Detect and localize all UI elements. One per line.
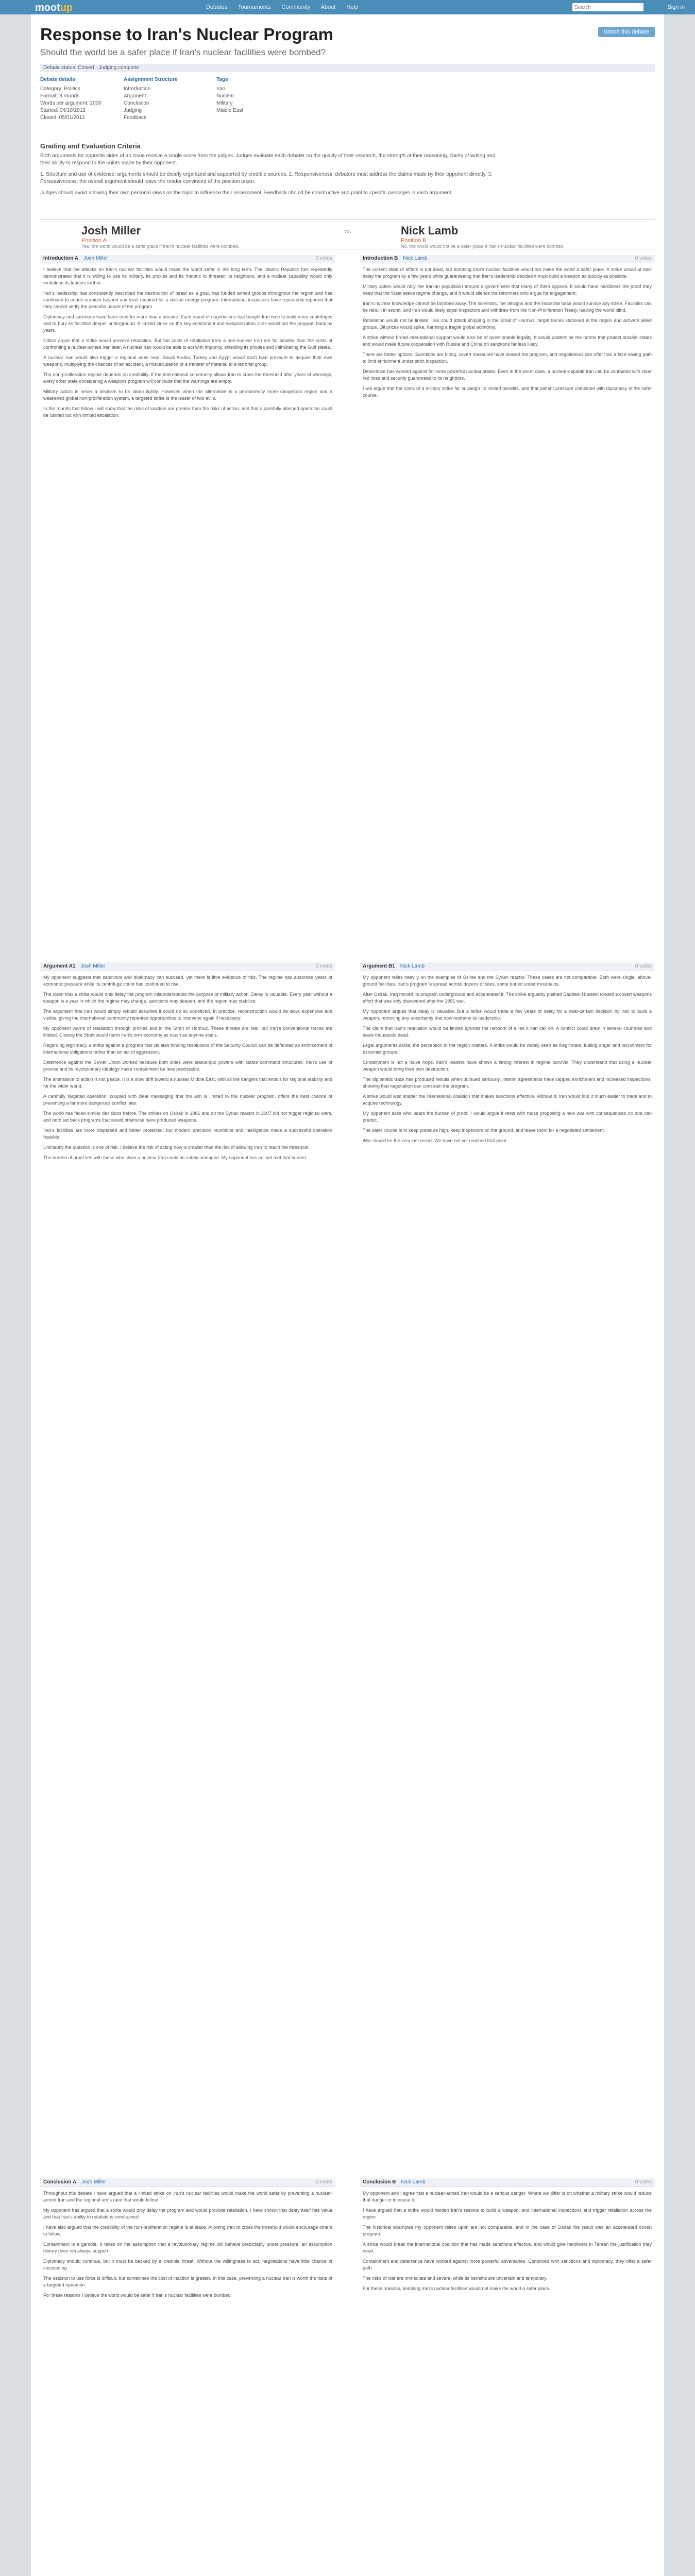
round-label: Introduction A [43,256,78,261]
argument-paragraph: Throughout this debate I have argued that a limited strike on Iran's nuclear facilities would make the world safer by preventing a nuclear-armed Iran and the regional arms race that would follow. [43,2191,332,2202]
argument-paragraph: Deterrence against the Soviet Union worked because both sides were status-quo powers with stable command structures. Iran's use of proxies and its revolutionary ideology make containment far less predictable. [43,1060,332,1072]
tags-heading: Tags [216,77,228,82]
round-body [360,263,655,405]
page-subtitle: Should the world be a safer place if Iran's nuclear facilities were bombed? [40,47,326,57]
round-column-a [40,962,335,2153]
argument-paragraph: Military action is never a decision to be taken lightly. However, when the alternative is a permanently more dangerous region and a weakened global non-proliferation system, a targeted strike is the lesser of two evils. [43,389,332,401]
round-author[interactable]: Josh Miller [80,963,106,969]
argument-paragraph: The safer course is to keep pressure high, keep inspectors on the ground, and leave room for a negotiated settlement. [363,1128,605,1133]
argument-paragraph: The claim that Iran's retaliation would be limited ignores the network of allies it can call on. A conflict could draw in several countries and leave thousands dead. [363,1026,652,1038]
argument-paragraph: I have also argued that the credibility of the non-proliferation regime is at stake. Allowing Iran to cross the threshold would encourage others to follow. [43,2225,332,2236]
page-title: Response to Iran's Nuclear Program [40,25,334,44]
vote-count: 0 votes [635,256,652,261]
argument-paragraph: The non-proliferation regime depends on credibility. If the international community allows Iran to cross the threshold after years of warnings, every other state considering a weapons program will conclude that the warnings are empty. [43,372,332,384]
watch-debate-button[interactable]: Watch this debate [598,27,655,37]
round-header [40,962,335,971]
debate-page [31,14,664,2576]
round-header [40,255,335,263]
debater-b-pitch: No, the world would not be a safer place if Iran's nuclear facilities were bombed. [401,244,565,249]
assignment-item[interactable]: Introduction [124,86,151,92]
vote-count: 0 votes [315,963,332,969]
round-label: Introduction B [363,256,398,261]
debater-a-position: Position A [81,238,107,244]
assignment-heading: Assignment Structure [124,77,178,82]
tag[interactable]: Military [216,100,233,106]
judging-criteria [40,152,504,201]
argument-paragraph: A strike without broad international support would also be of questionable legality. It would undermine the norms that protect smaller states and would make future cooperation with Russia and China on sanctions far less likely. [363,335,652,347]
versus-label: vs. [344,228,352,234]
round-label: Argument A1 [43,963,76,969]
round-author[interactable]: Nick Lamb [401,2179,426,2185]
argument-paragraph: My opponent relies heavily on the examples of Osirak and the Syrian reactor. These cases are not comparable. Both were single, above-ground facilities. Iran's program is spread across dozens of sites, some buried under mountains. [363,975,652,987]
argument-paragraph: The current state of affairs is not ideal, but bombing Iran's nuclear facilities would not make the world a safer place. A strike would at best delay the program by a few years while guaranteeing that Iran's leadership decides it must build a weapon as quickly as possible. [363,267,652,279]
argument-paragraph: My opponent and I agree that a nuclear-armed Iran would be a serious danger. Where we differ is on whether a military strike would reduce that danger or increase it. [363,2191,652,2202]
round-column-b [360,255,655,940]
argument-paragraph: The diplomatic track has produced results when pursued seriously. Interim agreements have capped enrichment and increased inspections, showing that negotiation can constrain the program. [363,1077,652,1089]
argument-paragraph: Containment is not a naive hope. Iran's leaders have shown a strong interest in regime survival. They understand that using a nuclear weapon would bring their own destruction. [363,1060,652,1072]
tag[interactable]: Nuclear [216,93,234,99]
tag-list [216,76,243,114]
argument-paragraph: My opponent asks who bears the burden of proof. I would argue it rests with those proposing a new war with consequences no one can predict. [363,1111,652,1123]
details-item: Closed: 05/01/2012 [40,115,85,121]
debater-header [40,219,655,249]
round-label: Conclusion B [363,2179,396,2185]
argument-paragraph: My opponent has argued that a strike would only delay the program and would provoke retaliation. I have shown that delay itself has value and that Iran's ability to retaliate is constrained. [43,2208,332,2219]
argument-paragraph: The decision to use force is difficult, but sometimes the cost of inaction is greater. In this case, preventing a nuclear Iran is worth the risks of a targeted operation. [43,2276,332,2287]
debater-b-position: Position B [401,238,427,244]
round-body [40,263,335,426]
argument-paragraph: For these reasons I believe the world would be safer if Iran's nuclear facilities were bombed. [43,2293,232,2298]
criteria-paragraph: 1. Structure and use of evidence: arguments should be clearly organized and supported by credible sources. 2. Responsiveness: debaters must address the claims made by their opponent directly. 3. Persuasiveness: the overall argument should leave the reader convinced of the position taken. [40,172,493,184]
search-input[interactable] [572,3,643,11]
details-item: Format: 3 rounds [40,93,80,99]
argument-paragraph: I will argue that the costs of a military strike far outweigh its limited benefits, and that patient pressure combined with diplomacy is the safer course. [363,386,652,398]
argument-paragraph: The burden of proof lies with those who claim a nuclear Iran could be safely managed. My opponent has not yet met that burden. [43,1155,308,1160]
assignment-structure [124,76,177,122]
details-item: Words per argument: 2000 [40,100,101,106]
round-author[interactable]: Nick Lamb [400,963,425,969]
round-column-b [360,2178,655,2576]
status-bar: Debate status: Closed · Judging complete [40,64,655,72]
vote-count: 0 votes [635,2179,652,2185]
argument-paragraph: My opponent suggests that sanctions and diplomacy can succeed, yet there is little evidence of this. The regime has absorbed years of economic pressure while its centrifuge count has continued to rise. [43,975,332,987]
round-header [360,962,655,971]
assignment-item[interactable]: Judging [124,108,142,113]
argument-paragraph: I have argued that a strike would harden Iran's resolve to build a weapon, end international inspections and trigger retaliation across the region. [363,2208,652,2219]
details-heading: Debate details [40,77,75,82]
round-header [40,2178,335,2187]
debater-b [401,224,565,249]
round-author[interactable]: Nick Lamb [403,256,428,261]
round-author[interactable]: Josh Miller [83,256,108,261]
debater-a-pitch: Yes, the world would be a safer place if Iran's nuclear facilities were bombed. [81,244,240,249]
assignment-item[interactable]: Argument [124,93,146,99]
argument-paragraph: Containment is a gamble. It relies on the assumption that a revolutionary regime will behave predictably under pressure, an assumption history does not always support. [43,2242,332,2253]
site-logo[interactable]: mootup [35,2,73,13]
argument-paragraph: There are better options. Sanctions are biting, covert measures have slowed the program, and negotiations can offer Iran a face-saving path to limit enrichment under strict inspection. [363,352,652,364]
top-navigation-bar [0,0,695,14]
tag[interactable]: Iran [216,86,226,92]
argument-paragraph: Critics argue that a strike would provoke retaliation. But the costs of retaliation from a non-nuclear Iran are far smaller than the costs of confronting a nuclear-armed Iran later. A nuclear Iran would be able to act with impunity, shielding its proxies and intimidating the Gulf states. [43,338,332,350]
argument-paragraph: Iran's facilities are more dispersed and better protected, but modern precision munitions and intelligence make a successful operation feasible. [43,1128,332,1140]
nav-item-debates[interactable]: Debates [206,4,227,10]
debater-a [81,224,239,249]
judging-criteria-heading: Grading and Evaluation Criteria [40,142,141,150]
assignment-item[interactable]: Conclusion [124,100,149,106]
round-header [360,2178,655,2187]
argument-paragraph: In the rounds that follow I will show that the risks of inaction are greater than the risks of action, and that a carefully planned operation could be carried out with limited escalation. [43,406,332,418]
argument-paragraph: A carefully targeted operation, coupled with clear messaging that the aim is limited to the nuclear program, offers the best chance of preventing a far more dangerous conflict later. [43,1094,332,1106]
argument-paragraph: The historical examples my opponent relies upon are not comparable, and in the case of Osirak the result was an accelerated covert program. [363,2225,652,2236]
argument-paragraph: A strike would break the international coalition that has made sanctions effective, and would give hardliners in Tehran the justification they need. [363,2242,652,2253]
argument-paragraph: Retaliation would not be limited. Iran could attack shipping in the Strait of Hormuz, target forces stationed in the region and activate allied groups. Oil prices would spike, harming a fragile global economy. [363,318,652,330]
argument-paragraph: The alternative to action is not peace. It is a slow drift toward a nuclear Middle East, with all the dangers that entails for regional stability and for the wider world. [43,1077,332,1089]
debater-a-name[interactable]: Josh Miller [81,224,141,237]
round-label: Conclusion A [43,2179,77,2185]
details-item: Started: 04/10/2012 [40,108,86,113]
vote-count: 0 votes [635,963,652,969]
argument-paragraph: Deterrence has worked against far more powerful nuclear states. Even in the worst case, a nuclear-capable Iran can be contained with clear red lines and security guarantees to its neighbors. [363,369,652,381]
argument-paragraph: For these reasons, bombing Iran's nuclear facilities would not make the world a safer place. [363,2286,550,2291]
round-column-a [40,2178,335,2576]
argument-paragraph: A nuclear Iran would also trigger a regional arms race. Saudi Arabia, Turkey and Egypt would each face pressure to acquire their own weapons, multiplying the chances of an accident, a miscalculation or a transfer of material to a terrorist group. [43,355,332,367]
argument-paragraph: A strike would also shatter the international coalition that makes sanctions effective. Without it, Iran would find it much easier to trade and to acquire technology. [363,1094,652,1106]
argument-paragraph: Legal arguments aside, the perception in the region matters. A strike would be widely seen as illegitimate, fueling anger and recruitment for extremist groups. [363,1043,652,1055]
argument-paragraph: The world has faced similar decisions before. The strikes on Osirak in 1981 and on the Syrian reactor in 2007 did not trigger regional wars, and both set back programs that would otherwise have produced weapons. [43,1111,332,1123]
debate-details [40,76,101,122]
round-column-a [40,255,335,940]
main-nav [206,4,367,10]
nav-item-tournaments[interactable]: Tournaments [238,4,271,10]
assignment-item[interactable]: Feedback [124,115,146,121]
round-body [40,2187,335,2306]
round-column-b [360,962,655,2153]
round-body [40,971,335,1168]
argument-paragraph: After Osirak, Iraq moved its program underground and accelerated it. The strike arguably pushed Saddam Hussein toward a covert weapons effort that was only discovered after the 1991 war. [363,992,652,1004]
nav-item-help[interactable]: Help [346,4,359,10]
details-item: Category: Politics [40,86,80,92]
argument-paragraph: I believe that the attacks on Iran's nuclear facilities would make the world safer in the long term. The Islamic Republic has repeatedly demonstrated that it is willing to use its military, its proxies and its rhetoric to threaten its neighbors, and a nuclear capability would only embolden its leaders further. [43,267,332,285]
argument-paragraph: Military action would rally the Iranian population around a government that many of them oppose. It would hand hardliners the proof they need that the West seeks regime change, and it would silence the reformers who argue for engagement. [363,284,652,296]
argument-paragraph: The argument that Iran would simply rebuild assumes it could do so unnoticed. In practice, reconstruction would be slow, expensive and visible, giving the international community repeated opportunities to intervene again if necessary. [43,1009,332,1021]
argument-paragraph: Regarding legitimacy, a strike against a program that violates binding resolutions of the Security Council can be defended as enforcement of international obligations rather than an act of aggression. [43,1043,332,1055]
sign-in-link[interactable]: Sign in [667,4,685,10]
argument-paragraph: My opponent argues that delay is valuable. But a strike would trade a few years of delay for a near-certain decision by Iran to build a weapon, removing any uncertainty that now restrains its leadership. [363,1009,652,1021]
argument-paragraph: Iran's leadership has consistently described the destruction of Israel as a goal, has funded armed groups throughout the region and has continued to enrich uranium beyond any level required for a civilian energy program. International inspectors have repeatedly reported that they cannot verify the peaceful nature of the program. [43,291,332,309]
argument-paragraph: Iran's nuclear knowledge cannot be bombed away. The scientists, the designs and the industrial base would survive any strike. Facilities can be rebuilt in secret, and Iran would likely expel inspectors and withdraw from the Non-Proliferation Treaty, leaving the world blind. [363,301,652,313]
criteria-paragraph: Judges should avoid allowing their own personal views on the topic to influence their assessment. Feedback should be constructive and point to specific passages in each argument. [40,190,453,196]
argument-paragraph: Containment and deterrence have worked against more powerful adversaries. Combined with sanctions and diplomacy, they offer a safer path. [363,2259,652,2270]
round-body [360,2187,655,2299]
vote-count: 0 votes [315,256,332,261]
argument-paragraph: The risks of war are immediate and severe, while its benefits are uncertain and temporary. [363,2276,548,2281]
round-author[interactable]: Josh Miller [81,2179,106,2185]
argument-paragraph: Diplomacy and sanctions have been tried for more than a decade. Each round of negotiations has bought Iran time to build more centrifuges and to bury its facilities deeper underground. A limited strike on the key enrichment and weaponization sites would set the program back by years. [43,314,332,333]
criteria-paragraph: Both arguments for opposite sides of an issue receive a single score from the judges. Judges evaluate each debater on the quality of their research, the strength of their reasoning, clarity of writing and their ability to respond to the points made by their opponent. [40,153,496,166]
round-label: Argument B1 [363,963,395,969]
round-body [360,971,655,1151]
round-header [360,255,655,263]
argument-paragraph: Ultimately the question is one of risk. I believe the risk of acting now is smaller than the risk of allowing Iran to reach the threshold. [43,1145,310,1150]
nav-item-about[interactable]: About [320,4,336,10]
argument-paragraph: War should be the very last resort. We have not yet reached that point. [363,1138,508,1143]
argument-paragraph: My opponent warns of retaliation through proxies and in the Strait of Hormuz. These threats are real, but Iran's conventional forces are limited. Closing the Strait would harm Iran's own economy as much as anyone else's. [43,1026,332,1038]
nav-item-community[interactable]: Community [281,4,311,10]
debater-b-name[interactable]: Nick Lamb [401,224,459,237]
tag[interactable]: Middle East [216,108,244,113]
argument-paragraph: The claim that a strike would only delay the program misunderstands the purpose of military action. Delay is valuable. Every year without a weapon is a year in which the regime may change, sanctions may deepen, and the region may stabilize. [43,992,332,1004]
vote-count: 0 votes [315,2179,332,2185]
argument-paragraph: Diplomacy should continue, but it must be backed by a credible threat. Without the willingness to act, negotiations have little chance of succeeding. [43,2259,332,2270]
